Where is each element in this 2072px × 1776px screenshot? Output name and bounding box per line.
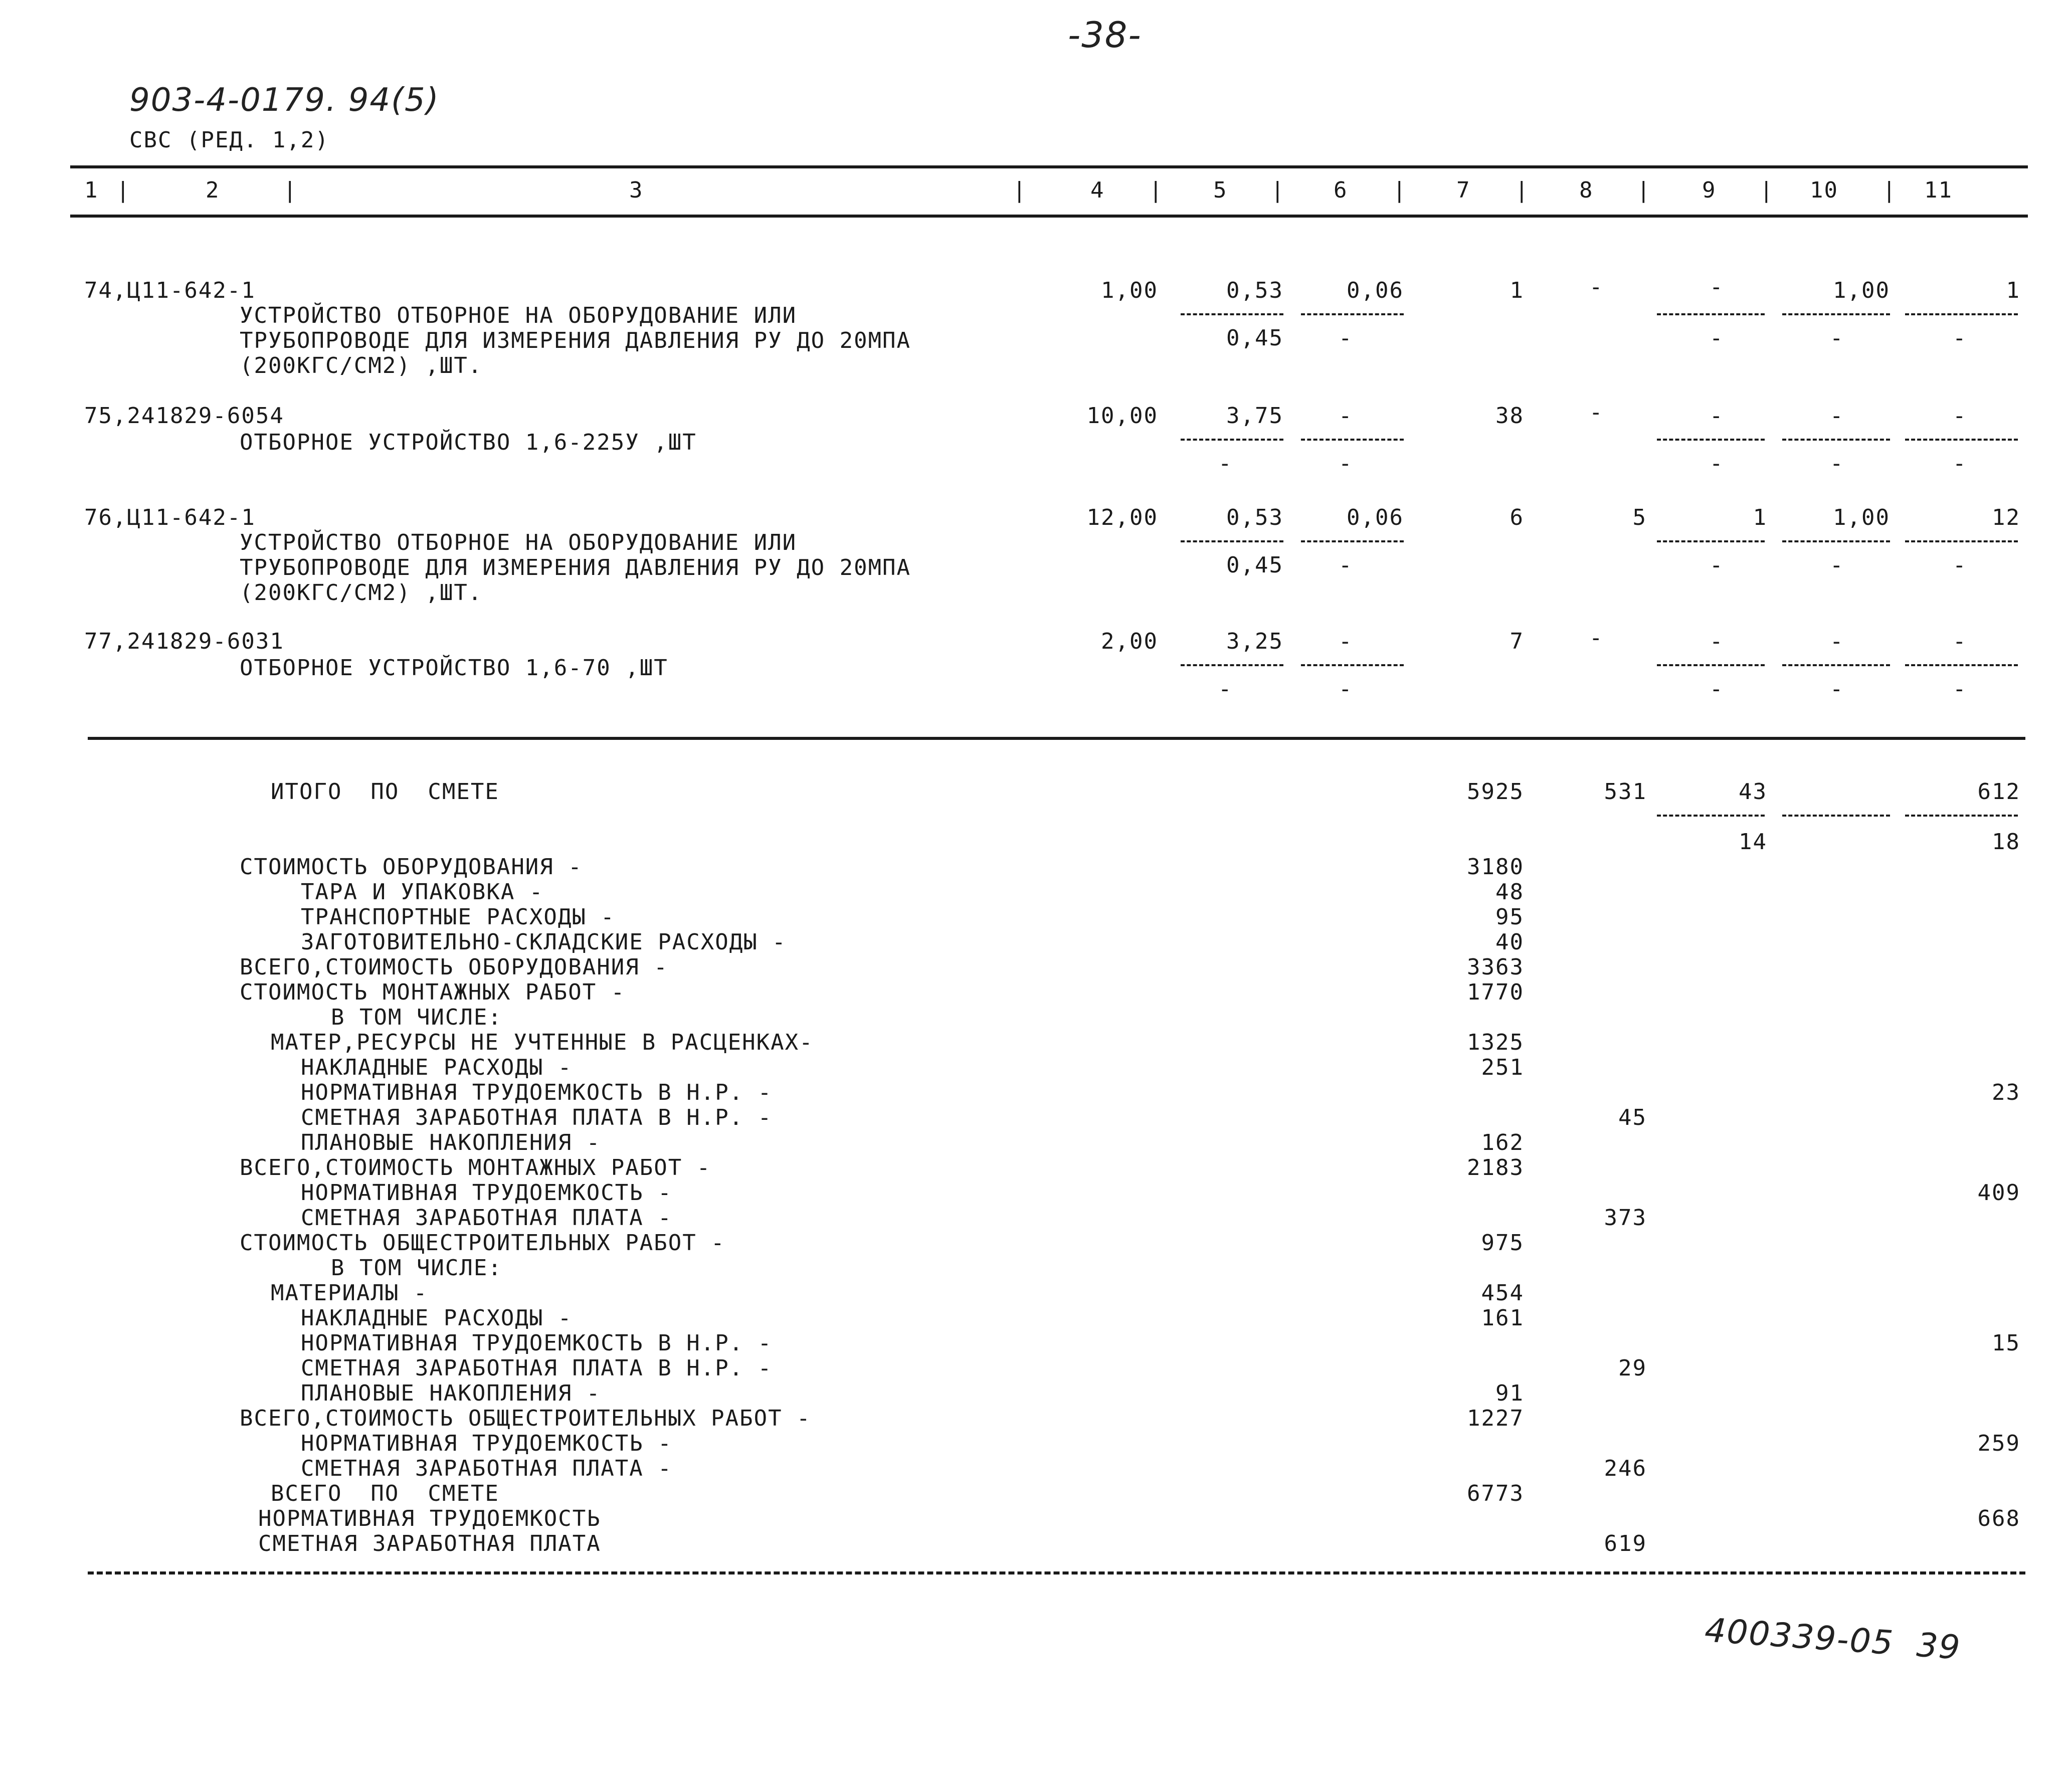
summary-label: СТОИМОСТЬ ОБЩЕСТРОИТЕЛЬНЫХ РАБОТ -	[240, 1230, 725, 1256]
summary-label: ПЛАНОВЫЕ НАКОПЛЕНИЯ -	[301, 1380, 601, 1406]
archive-stamp: 400339-05 39	[1703, 1611, 1962, 1667]
cell-col6: -	[1339, 629, 1353, 654]
col-header-7: 7	[1456, 177, 1471, 203]
summary-label: НОРМАТИВНАЯ ТРУДОЕМКОСТЬ -	[301, 1431, 672, 1456]
row-description: ТРУБОПРОВОДЕ ДЛЯ ИЗМЕРЕНИЯ ДАВЛЕНИЯ РУ ДО 20МПА	[240, 328, 911, 353]
col-header-9: 9	[1702, 177, 1717, 203]
summary-label: СМЕТНАЯ ЗАРАБОТНАЯ ПЛАТА -	[301, 1205, 672, 1231]
cell-divider	[1905, 439, 2018, 441]
row-description: (200КГС/СМ2) ,ШТ.	[240, 353, 483, 378]
summary-label: СМЕТНАЯ ЗАРАБОТНАЯ ПЛАТА	[258, 1531, 601, 1556]
col-header-1: 1	[84, 177, 99, 203]
cell-col9: -	[1710, 629, 1724, 654]
col-sep: |	[1760, 177, 1774, 203]
cell-col5: 3,25	[1226, 629, 1283, 654]
summary-col8: 246	[1604, 1456, 1647, 1481]
cell-col10-lower: -	[1830, 451, 1844, 476]
cell-col11-lower: -	[1953, 451, 1967, 476]
cell-divider	[1301, 540, 1404, 542]
cell-divider	[1905, 664, 2018, 666]
col-header-2: 2	[206, 177, 220, 203]
cell-col9-lower: -	[1710, 451, 1724, 476]
summary-label: ТАРА И УПАКОВКА -	[301, 879, 544, 905]
summary-col7: 251	[1481, 1055, 1524, 1080]
summary-label: НОРМАТИВНАЯ ТРУДОЕМКОСТЬ В Н.Р. -	[301, 1330, 773, 1356]
col-sep: |	[1271, 177, 1285, 203]
col-sep: |	[283, 177, 298, 203]
cell-divider	[1782, 439, 1890, 441]
cell-divider	[1905, 815, 2018, 817]
cell-col4: 1,00	[1101, 278, 1158, 303]
cell-divider	[1181, 540, 1283, 542]
summary-col11: 15	[1992, 1330, 2020, 1356]
summary-col7: 3363	[1467, 954, 1524, 980]
row-description: УСТРОЙСТВО ОТБОРНОЕ НА ОБОРУДОВАНИЕ ИЛИ	[240, 303, 797, 328]
cell-col4: 2,00	[1101, 629, 1158, 654]
col-sep: |	[1515, 177, 1530, 203]
cell-col11: 1	[2006, 278, 2020, 303]
row-description: ОТБОРНОЕ УСТРОЙСТВО 1,6-225У ,ШТ	[240, 430, 697, 455]
summary-col7: 48	[1495, 879, 1524, 905]
summary-col8: 373	[1604, 1205, 1647, 1231]
cell-divider	[1782, 313, 1890, 315]
summary-col8: 29	[1618, 1355, 1647, 1381]
cell-divider	[1181, 664, 1283, 666]
cell-col9-lower: -	[1710, 676, 1724, 702]
cell-col6: 0,06	[1347, 505, 1404, 530]
total-col7: 5925	[1467, 779, 1524, 805]
col-sep: |	[1149, 177, 1164, 203]
summary-col11: 668	[1977, 1506, 2020, 1531]
summary-col7: 161	[1481, 1305, 1524, 1331]
cell-divider	[1905, 540, 2018, 542]
document-subtitle: СВС (РЕД. 1,2)	[129, 127, 329, 153]
summary-col7: 95	[1495, 904, 1524, 930]
summary-col7: 3180	[1467, 854, 1524, 880]
summary-label: МАТЕРИАЛЫ -	[271, 1280, 428, 1306]
page-number: -38-	[1068, 15, 1142, 56]
section-rule	[88, 737, 2025, 740]
col-header-10: 10	[1810, 177, 1838, 203]
col-header-3: 3	[629, 177, 644, 203]
cell-col7: 1	[1510, 278, 1524, 303]
row-description: ТРУБОПРОВОДЕ ДЛЯ ИЗМЕРЕНИЯ ДАВЛЕНИЯ РУ ДО 20МПА	[240, 555, 911, 580]
summary-col7: 975	[1481, 1230, 1524, 1256]
cell-col8: 5	[1632, 505, 1647, 530]
cell-divider	[1301, 664, 1404, 666]
summary-col7: 162	[1481, 1130, 1524, 1155]
cell-divider	[1181, 439, 1283, 441]
summary-label: НОРМАТИВНАЯ ТРУДОЕМКОСТЬ -	[301, 1180, 672, 1206]
summary-col11: 23	[1992, 1080, 2020, 1105]
cell-col7: 38	[1495, 403, 1524, 429]
total-col9-lower: 14	[1739, 829, 1767, 855]
cell-col9-lower: -	[1710, 552, 1724, 578]
total-col9: 43	[1739, 779, 1767, 805]
cell-divider	[1301, 439, 1404, 441]
col-sep: |	[1882, 177, 1897, 203]
cell-col11-lower: -	[1953, 325, 1967, 351]
cell-divider	[1657, 439, 1765, 441]
cell-col7: 6	[1510, 505, 1524, 530]
summary-label: ВСЕГО,СТОИМОСТЬ ОБОРУДОВАНИЯ -	[240, 954, 668, 980]
cell-col6-lower: -	[1339, 325, 1353, 351]
col-header-11: 11	[1924, 177, 1953, 203]
summary-label: МАТЕР,РЕСУРСЫ НЕ УЧТЕННЫЕ В РАСЦЕНКАХ-	[271, 1030, 814, 1055]
cell-col6-lower: -	[1339, 451, 1353, 476]
summary-label: СТОИМОСТЬ МОНТАЖНЫХ РАБОТ -	[240, 979, 626, 1005]
cell-col8: -	[1589, 400, 1604, 425]
cell-divider	[1782, 815, 1890, 817]
row-code: 76,Ц11-642-1	[84, 505, 256, 530]
total-col11: 612	[1977, 779, 2020, 805]
summary-col7: 1227	[1467, 1406, 1524, 1431]
summary-label: ВСЕГО,СТОИМОСТЬ ОБЩЕСТРОИТЕЛЬНЫХ РАБОТ -	[240, 1406, 811, 1431]
summary-label: В ТОМ ЧИСЛЕ:	[331, 1005, 502, 1030]
cell-col11: -	[1953, 629, 1967, 654]
cell-divider	[1782, 540, 1890, 542]
cell-divider	[1782, 664, 1890, 666]
cell-col11: -	[1953, 403, 1967, 429]
col-sep: |	[116, 177, 131, 203]
summary-col11: 259	[1977, 1431, 2020, 1456]
summary-label: ЗАГОТОВИТЕЛЬНО-СКЛАДСКИЕ РАСХОДЫ -	[301, 929, 787, 955]
row-description: (200КГС/СМ2) ,ШТ.	[240, 580, 483, 606]
cell-col7: 7	[1510, 629, 1524, 654]
cell-divider	[1657, 664, 1765, 666]
col-header-8: 8	[1579, 177, 1594, 203]
cell-col4: 12,00	[1086, 505, 1158, 530]
summary-col7: 6773	[1467, 1481, 1524, 1506]
summary-col7: 40	[1495, 929, 1524, 955]
cell-col5-lower: 0,45	[1226, 325, 1283, 351]
cell-col10-lower: -	[1830, 676, 1844, 702]
summary-label: СМЕТНАЯ ЗАРАБОТНАЯ ПЛАТА -	[301, 1456, 672, 1481]
cell-col10: 1,00	[1833, 505, 1890, 530]
cell-col6: 0,06	[1347, 278, 1404, 303]
summary-label: В ТОМ ЧИСЛЕ:	[331, 1255, 502, 1281]
cell-col6-lower: -	[1339, 676, 1353, 702]
summary-col7: 1325	[1467, 1030, 1524, 1055]
summary-label: НОРМАТИВНАЯ ТРУДОЕМКОСТЬ	[258, 1506, 601, 1531]
cell-col10: 1,00	[1833, 278, 1890, 303]
summary-label: СМЕТНАЯ ЗАРАБОТНАЯ ПЛАТА В Н.Р. -	[301, 1355, 773, 1381]
cell-col10: -	[1830, 629, 1844, 654]
summary-col8: 619	[1604, 1531, 1647, 1556]
summary-label: ПЛАНОВЫЕ НАКОПЛЕНИЯ -	[301, 1130, 601, 1155]
row-description: ОТБОРНОЕ УСТРОЙСТВО 1,6-70 ,ШТ	[240, 655, 668, 681]
total-col11-lower: 18	[1992, 829, 2020, 855]
cell-col9-lower: -	[1710, 325, 1724, 351]
summary-label: ВСЕГО ПО СМЕТЕ	[271, 1481, 499, 1506]
cell-col11-lower: -	[1953, 676, 1967, 702]
summary-label: СТОИМОСТЬ ОБОРУДОВАНИЯ -	[240, 854, 583, 880]
cell-col11-lower: -	[1953, 552, 1967, 578]
cell-col5-lower: -	[1218, 676, 1233, 702]
total-col8: 531	[1604, 779, 1647, 805]
cell-col10-lower: -	[1830, 325, 1844, 351]
col-sep: |	[1013, 177, 1027, 203]
cell-col5-lower: 0,45	[1226, 552, 1283, 578]
summary-col7: 454	[1481, 1280, 1524, 1306]
summary-col7: 2183	[1467, 1155, 1524, 1180]
cell-col8: -	[1589, 274, 1604, 300]
cell-col8: -	[1589, 625, 1604, 651]
cell-col9: -	[1710, 274, 1724, 300]
col-header-6: 6	[1334, 177, 1348, 203]
col-sep: |	[1393, 177, 1407, 203]
cell-col9: 1	[1753, 505, 1767, 530]
col-header-4: 4	[1090, 177, 1105, 203]
header-bottom-rule	[70, 215, 2028, 218]
cell-divider	[1301, 313, 1404, 315]
total-label: ИТОГО ПО СМЕТЕ	[271, 779, 499, 805]
bottom-rule	[88, 1571, 2025, 1574]
cell-col6: -	[1339, 403, 1353, 429]
summary-col8: 45	[1618, 1105, 1647, 1130]
cell-col5-lower: -	[1218, 451, 1233, 476]
summary-label: СМЕТНАЯ ЗАРАБОТНАЯ ПЛАТА В Н.Р. -	[301, 1105, 773, 1130]
row-code: 75,241829-6054	[84, 403, 284, 429]
cell-divider	[1657, 313, 1765, 315]
col-header-5: 5	[1213, 177, 1228, 203]
cell-divider	[1181, 313, 1283, 315]
cell-col6-lower: -	[1339, 552, 1353, 578]
cell-divider	[1905, 313, 2018, 315]
summary-label: НОРМАТИВНАЯ ТРУДОЕМКОСТЬ В Н.Р. -	[301, 1080, 773, 1105]
document-code: 903-4-0179. 94(5)	[129, 82, 440, 119]
summary-col11: 409	[1977, 1180, 2020, 1206]
cell-divider	[1657, 815, 1765, 817]
cell-col4: 10,00	[1086, 403, 1158, 429]
summary-label: НАКЛАДНЫЕ РАСХОДЫ -	[301, 1055, 573, 1080]
col-sep: |	[1637, 177, 1651, 203]
cell-col11: 12	[1992, 505, 2020, 530]
cell-col5: 0,53	[1226, 505, 1283, 530]
summary-label: НАКЛАДНЫЕ РАСХОДЫ -	[301, 1305, 573, 1331]
cell-col5: 3,75	[1226, 403, 1283, 429]
cell-col9: -	[1710, 403, 1724, 429]
cell-col5: 0,53	[1226, 278, 1283, 303]
cell-divider	[1657, 540, 1765, 542]
row-code: 74,Ц11-642-1	[84, 278, 256, 303]
summary-label: ТРАНСПОРТНЫЕ РАСХОДЫ -	[301, 904, 615, 930]
summary-label: ВСЕГО,СТОИМОСТЬ МОНТАЖНЫХ РАБОТ -	[240, 1155, 711, 1180]
header-top-rule	[70, 165, 2028, 168]
cell-col10-lower: -	[1830, 552, 1844, 578]
row-code: 77,241829-6031	[84, 629, 284, 654]
row-description: УСТРОЙСТВО ОТБОРНОЕ НА ОБОРУДОВАНИЕ ИЛИ	[240, 530, 797, 555]
summary-col7: 1770	[1467, 979, 1524, 1005]
summary-col7: 91	[1495, 1380, 1524, 1406]
cell-col10: -	[1830, 403, 1844, 429]
